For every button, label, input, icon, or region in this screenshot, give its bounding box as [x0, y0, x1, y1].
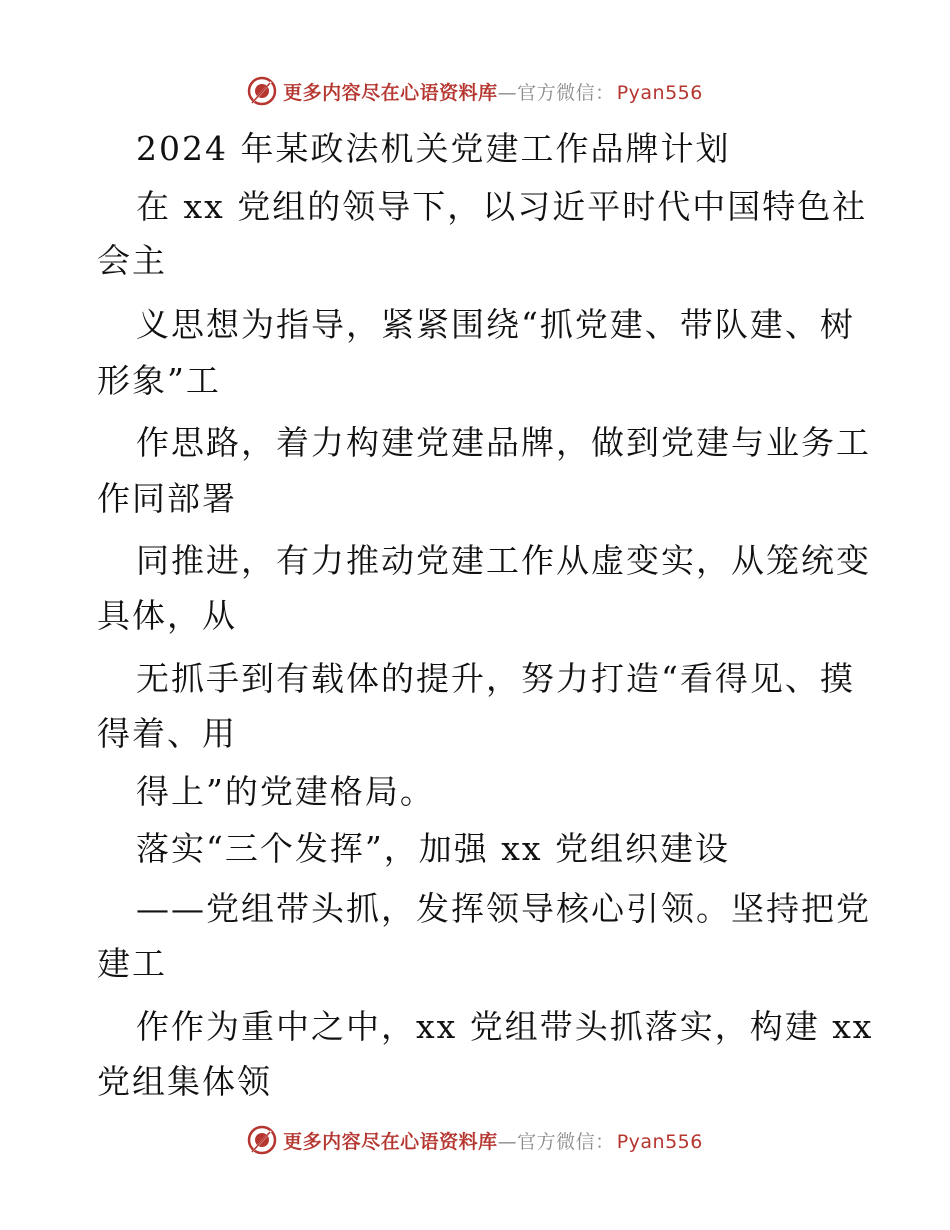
- paragraph-line: ——党组带头抓，发挥领导核心引领。坚持把党: [136, 889, 871, 928]
- paragraph-line: 会主: [97, 241, 167, 280]
- footer-banner: [0, 1120, 950, 1160]
- header-banner: [0, 71, 950, 111]
- paragraph-line: 形象”工: [97, 361, 221, 400]
- banner-wechat-label: —官方微信：: [497, 81, 615, 104]
- document-title: 2024 年某政法机关党建工作品牌计划: [136, 129, 731, 168]
- paragraph-line: 得上”的党建格局。: [136, 772, 435, 811]
- paragraph-line: 作作为重中之中，xx 党组带头抓落实，构建 xx: [136, 1007, 874, 1046]
- banner-site-name: 更多内容尽在心语资料库: [283, 81, 498, 104]
- banner-wechat-handle: Pyan556: [616, 81, 703, 104]
- paragraph-line: 党组集体领: [97, 1062, 272, 1101]
- banner-wechat-handle: Pyan556: [616, 1130, 703, 1153]
- paragraph-line: 具体，从: [97, 596, 237, 635]
- paragraph-line: 义思想为指导，紧紧围绕“抓党建、带队建、树: [136, 305, 855, 344]
- paragraph-line: 同推进，有力推动党建工作从虚变实，从笼统变: [136, 541, 871, 580]
- paragraph-line: 作同部署: [97, 479, 237, 518]
- banner-wechat-label: —官方微信：: [497, 1130, 615, 1153]
- banner-site-name: 更多内容尽在心语资料库: [283, 1130, 498, 1153]
- quill-seal-icon: [247, 76, 277, 106]
- paragraph-line: 建工: [97, 944, 167, 983]
- paragraph-line: 在 xx 党组的领导下，以习近平时代中国特色社: [136, 187, 868, 226]
- paragraph-line: 作思路，着力构建党建品牌，做到党建与业务工: [136, 423, 871, 462]
- paragraph-line: 得着、用: [97, 714, 237, 753]
- section-heading: 落实“三个发挥”，加强 xx 党组织建设: [136, 829, 730, 868]
- paragraph-line: 无抓手到有载体的提升，努力打造“看得见、摸: [136, 659, 855, 698]
- quill-seal-icon: [247, 1125, 277, 1155]
